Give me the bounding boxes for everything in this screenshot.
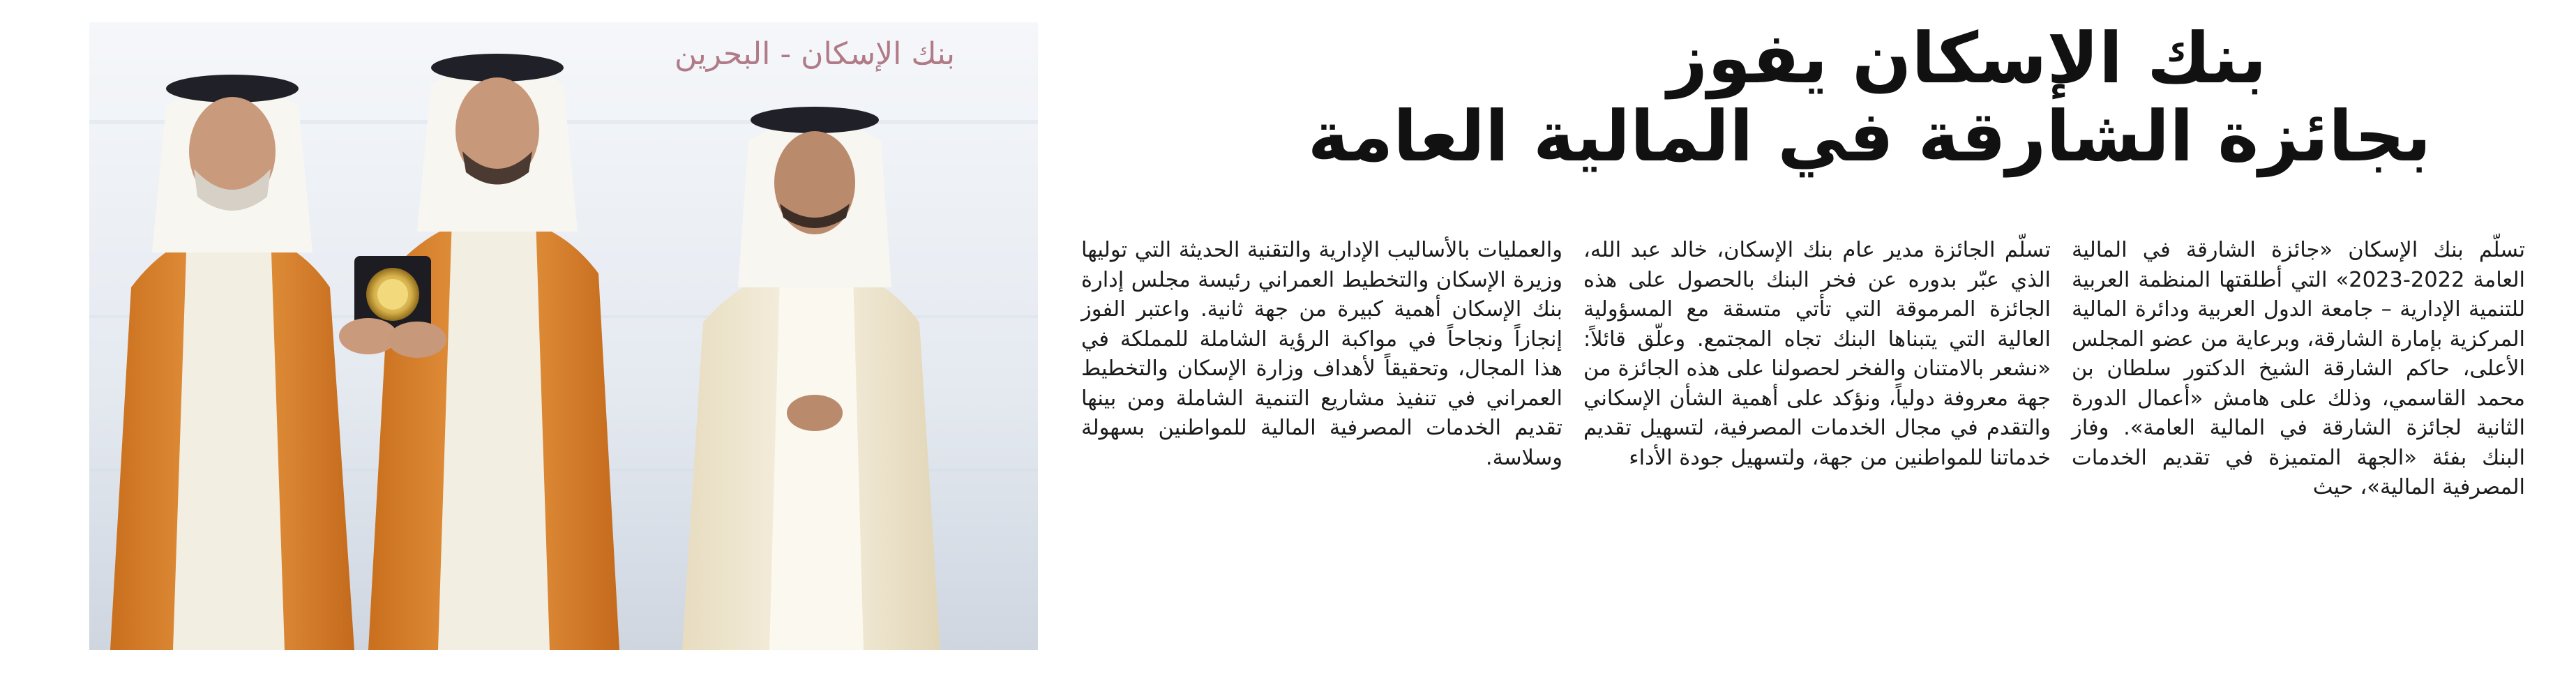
award-photo bbox=[89, 22, 1038, 650]
article-column-1 bbox=[2072, 236, 2525, 654]
column-1-text: تسلّم بنك الإسكان «جائزة الشارقة في المالية العامة 2022-2023» التي أطلقتها المنظمة العربية للتنمية الإدارية – جامعة الدول العربية ودائرة المالية المركزية بإمارة الشارقة، وبرعاية من عضو المجلس الأعلى، حاكم الشارقة الشيخ الدكتور سلطان بن محمد القاسمي، وذلك على هامش «أعمال الدورة الثانية لجائزة الشارقة في المالية العامة». وفاز البنك بفئة «الجهة المتميزة في تقديم الخدمات المصرفية المالية»، حيث bbox=[2072, 238, 2525, 499]
backdrop-text: بنك الإسكان - البحرين bbox=[675, 36, 955, 72]
article-headline bbox=[1214, 17, 2525, 177]
article-column-2 bbox=[1583, 236, 2051, 654]
article-column-3 bbox=[1081, 236, 1562, 654]
award-plaque bbox=[339, 256, 446, 358]
column-2-text: تسلّم الجائزة مدير عام بنك الإسكان، خالد عبد الله، الذي عبّر بدوره عن فخر البنك بالحصول على هذه الجائزة المرموقة التي تأتي متسقة مع المسؤولية العالية التي يتبناها البنك تجاه المجتمع. وعلّق قائلاً: «نشعر بالامتنان والفخر لحصولنا على هذه الجائزة من جهة معروفة دولياً، ونؤكد على أهمية الشأن الإسكاني والتقدم في مجال الخدمات المصرفية، لتسهيل تقديم خدماتنا للمواطنين من جهة، ولتسهيل جودة الأداء bbox=[1583, 238, 2051, 470]
column-3-text: والعمليات بالأساليب الإدارية والتقنية الحديثة التي توليها وزيرة الإسكان والتخطيط العمراني رئيسة مجلس إدارة بنك الإسكان أهمية كبيرة من جهة ثانية. واعتبر الفوز إنجازاً ونجاحاً في مواكبة الرؤية الشاملة للمملكة في هذا المجال، وتحقيقاً لأهداف وزارة الإسكان والتخطيط العمراني في تنفيذ مشاريع التنمية الشاملة ومن بينها تقديم الخدمات المصرفية المالية للمواطنين بسهولة وسلاسة. bbox=[1081, 238, 1562, 470]
headline-line-2: بجائزة الشارقة في المالية العامة bbox=[1307, 96, 2432, 177]
headline-line-1: بنك الإسكان يفوز bbox=[1667, 17, 2267, 99]
